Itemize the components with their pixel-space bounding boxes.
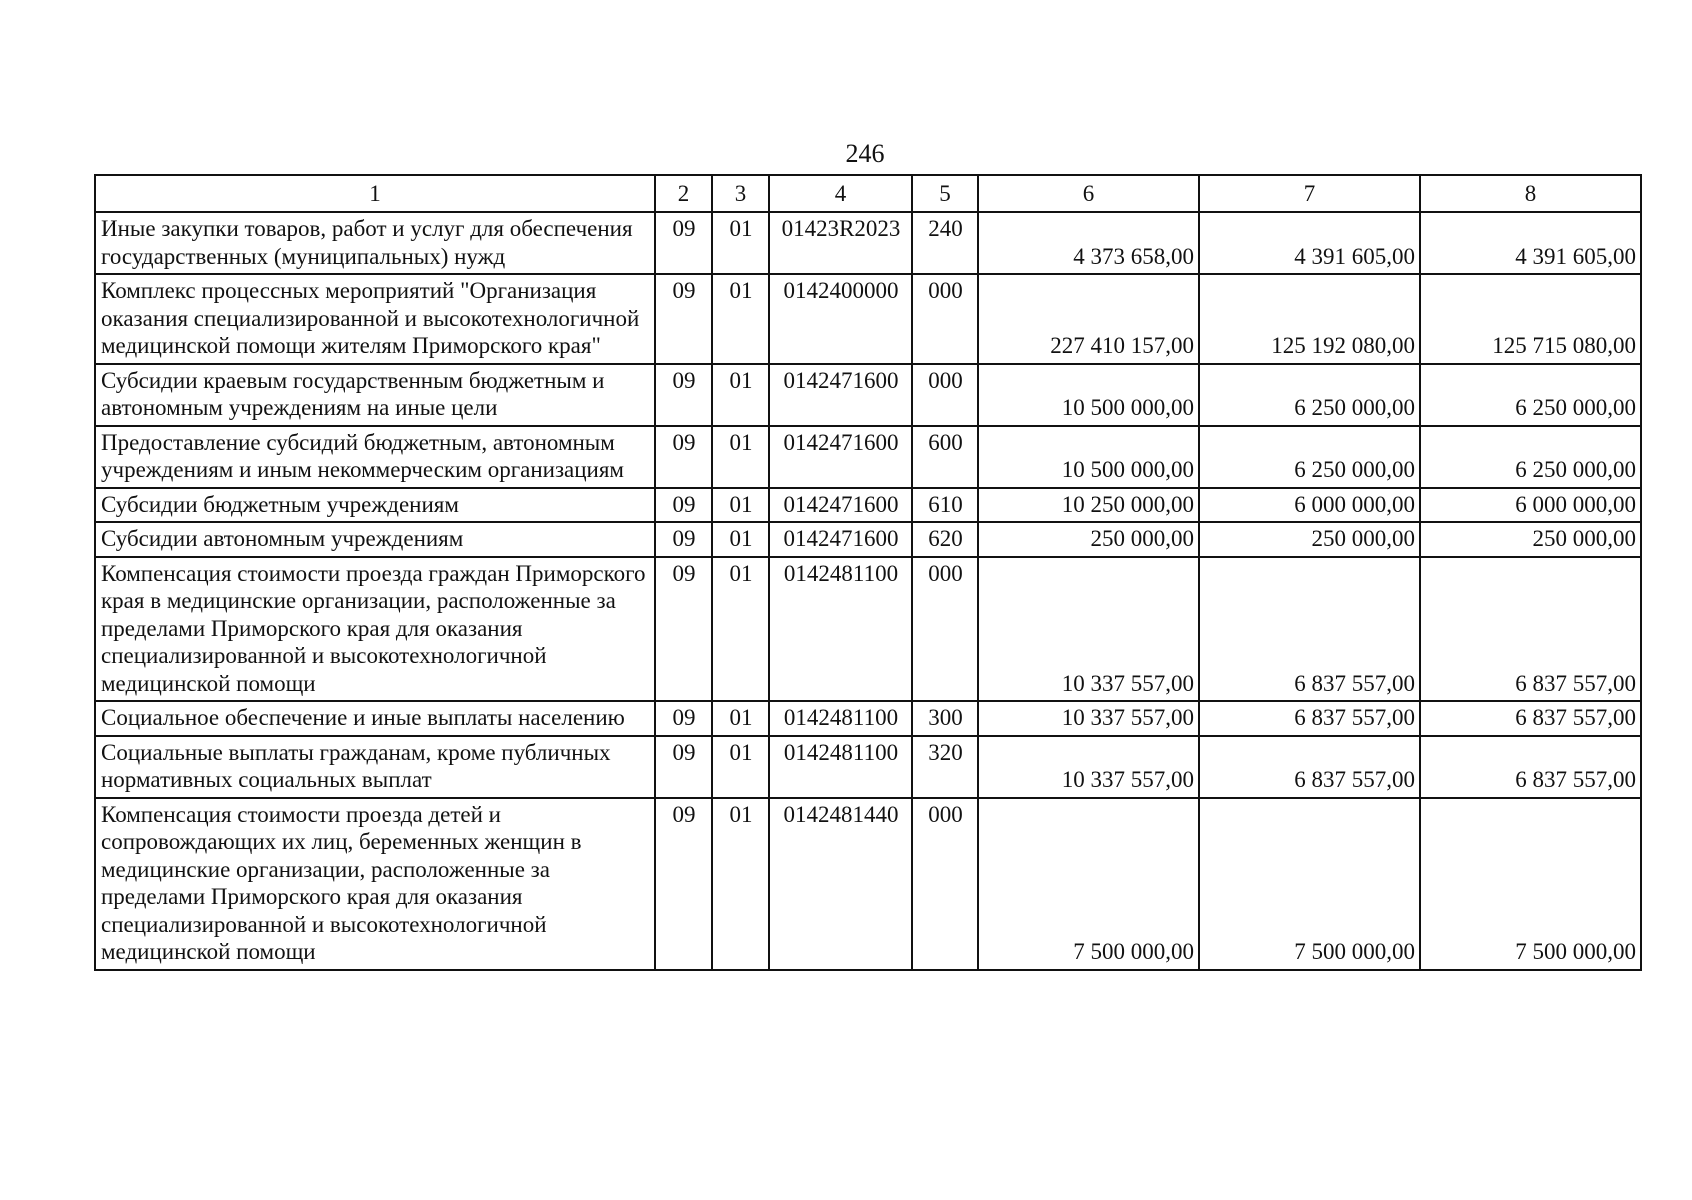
cell-amount-year2: 4 391 605,00: [1199, 212, 1420, 274]
table-row: [95, 426, 1641, 488]
cell-section: 09: [655, 522, 712, 557]
cell-amount-year1: 10 337 557,00: [978, 701, 1199, 736]
cell-subsection: 01: [712, 557, 769, 702]
cell-section: 09: [655, 364, 712, 426]
cell-expense-type: 000: [912, 798, 978, 970]
cell-amount-year1: 10 337 557,00: [978, 736, 1199, 798]
table-row: [95, 736, 1641, 798]
cell-subsection: 01: [712, 364, 769, 426]
table-row: [95, 212, 1641, 274]
cell-amount-year2: 6 000 000,00: [1199, 488, 1420, 523]
cell-expense-type: 320: [912, 736, 978, 798]
table-row: [95, 701, 1641, 736]
cell-target-code: 0142471600: [769, 426, 912, 488]
cell-name: Комплекс процессных мероприятий "Организация оказания специализированной и высокотехнологичной медицинской помощи жителям Приморского края": [95, 274, 655, 364]
table-row: [95, 557, 1641, 702]
header-cell-section: 2: [655, 175, 712, 212]
cell-subsection: 01: [712, 522, 769, 557]
cell-amount-year2: 6 837 557,00: [1199, 736, 1420, 798]
cell-expense-type: 300: [912, 701, 978, 736]
cell-target-code: 0142481440: [769, 798, 912, 970]
cell-subsection: 01: [712, 274, 769, 364]
header-cell-amount-year3: 8: [1420, 175, 1641, 212]
table-row: [95, 522, 1641, 557]
cell-amount-year3: 4 391 605,00: [1420, 212, 1641, 274]
cell-amount-year3: 6 837 557,00: [1420, 557, 1641, 702]
header-cell-name: 1: [95, 175, 655, 212]
cell-amount-year3: 250 000,00: [1420, 522, 1641, 557]
cell-amount-year2: 6 837 557,00: [1199, 557, 1420, 702]
cell-amount-year2: 125 192 080,00: [1199, 274, 1420, 364]
cell-name: Субсидии бюджетным учреждениям: [95, 488, 655, 523]
cell-expense-type: 000: [912, 274, 978, 364]
cell-subsection: 01: [712, 798, 769, 970]
cell-section: 09: [655, 701, 712, 736]
cell-amount-year1: 10 500 000,00: [978, 364, 1199, 426]
cell-amount-year3: 6 250 000,00: [1420, 364, 1641, 426]
cell-amount-year2: 7 500 000,00: [1199, 798, 1420, 970]
header-row: [95, 175, 1641, 212]
cell-amount-year2: 6 250 000,00: [1199, 426, 1420, 488]
cell-subsection: 01: [712, 488, 769, 523]
cell-name: Компенсация стоимости проезда детей и сопровождающих их лиц, беременных женщин в медицинские организации, расположенные за пределами Приморского края для оказания специализированной и высокотехнологичной медицинской помощи: [95, 798, 655, 970]
cell-name: Субсидии краевым государственным бюджетным и автономным учреждениям на иные цели: [95, 364, 655, 426]
header-cell-amount-year2: 7: [1199, 175, 1420, 212]
cell-target-code: 0142481100: [769, 736, 912, 798]
cell-name: Субсидии автономным учреждениям: [95, 522, 655, 557]
cell-target-code: 0142481100: [769, 701, 912, 736]
cell-amount-year3: 125 715 080,00: [1420, 274, 1641, 364]
cell-amount-year1: 7 500 000,00: [978, 798, 1199, 970]
table-row: [95, 364, 1641, 426]
cell-section: 09: [655, 557, 712, 702]
cell-name: Социальное обеспечение и иные выплаты населению: [95, 701, 655, 736]
cell-target-code: 0142481100: [769, 557, 912, 702]
cell-amount-year2: 250 000,00: [1199, 522, 1420, 557]
cell-subsection: 01: [712, 736, 769, 798]
header-cell-target-code: 4: [769, 175, 912, 212]
cell-target-code: 0142471600: [769, 488, 912, 523]
cell-amount-year1: 227 410 157,00: [978, 274, 1199, 364]
cell-subsection: 01: [712, 212, 769, 274]
cell-section: 09: [655, 736, 712, 798]
table-row: [95, 488, 1641, 523]
cell-name: Компенсация стоимости проезда граждан Приморского края в медицинские организации, расположенные за пределами Приморского края для оказания специализированной и высокотехнологичной медицинской помощи: [95, 557, 655, 702]
cell-expense-type: 000: [912, 364, 978, 426]
cell-subsection: 01: [712, 701, 769, 736]
cell-amount-year1: 10 337 557,00: [978, 557, 1199, 702]
cell-amount-year3: 7 500 000,00: [1420, 798, 1641, 970]
cell-amount-year2: 6 250 000,00: [1199, 364, 1420, 426]
cell-target-code: 01423R2023: [769, 212, 912, 274]
cell-amount-year1: 4 373 658,00: [978, 212, 1199, 274]
cell-amount-year2: 6 837 557,00: [1199, 701, 1420, 736]
header-cell-expense-type: 5: [912, 175, 978, 212]
cell-target-code: 0142471600: [769, 364, 912, 426]
cell-expense-type: 620: [912, 522, 978, 557]
cell-section: 09: [655, 426, 712, 488]
cell-section: 09: [655, 488, 712, 523]
header-cell-subsection: 3: [712, 175, 769, 212]
cell-expense-type: 600: [912, 426, 978, 488]
cell-amount-year3: 6 000 000,00: [1420, 488, 1641, 523]
page-number: 246: [845, 139, 885, 168]
cell-expense-type: 610: [912, 488, 978, 523]
cell-amount-year3: 6 250 000,00: [1420, 426, 1641, 488]
cell-name: Социальные выплаты гражданам, кроме публичных нормативных социальных выплат: [95, 736, 655, 798]
budget-table: [94, 174, 1642, 971]
cell-section: 09: [655, 798, 712, 970]
table-row: [95, 798, 1641, 970]
cell-expense-type: 000: [912, 557, 978, 702]
cell-amount-year3: 6 837 557,00: [1420, 701, 1641, 736]
cell-name: Иные закупки товаров, работ и услуг для обеспечения государственных (муниципальных) нужд: [95, 212, 655, 274]
cell-section: 09: [655, 274, 712, 364]
cell-expense-type: 240: [912, 212, 978, 274]
cell-amount-year1: 10 500 000,00: [978, 426, 1199, 488]
cell-section: 09: [655, 212, 712, 274]
cell-amount-year1: 10 250 000,00: [978, 488, 1199, 523]
table-row: [95, 274, 1641, 364]
cell-amount-year3: 6 837 557,00: [1420, 736, 1641, 798]
cell-target-code: 0142471600: [769, 522, 912, 557]
cell-amount-year1: 250 000,00: [978, 522, 1199, 557]
header-cell-amount-year1: 6: [978, 175, 1199, 212]
cell-name: Предоставление субсидий бюджетным, автономным учреждениям и иным некоммерческим организациям: [95, 426, 655, 488]
cell-subsection: 01: [712, 426, 769, 488]
cell-target-code: 0142400000: [769, 274, 912, 364]
